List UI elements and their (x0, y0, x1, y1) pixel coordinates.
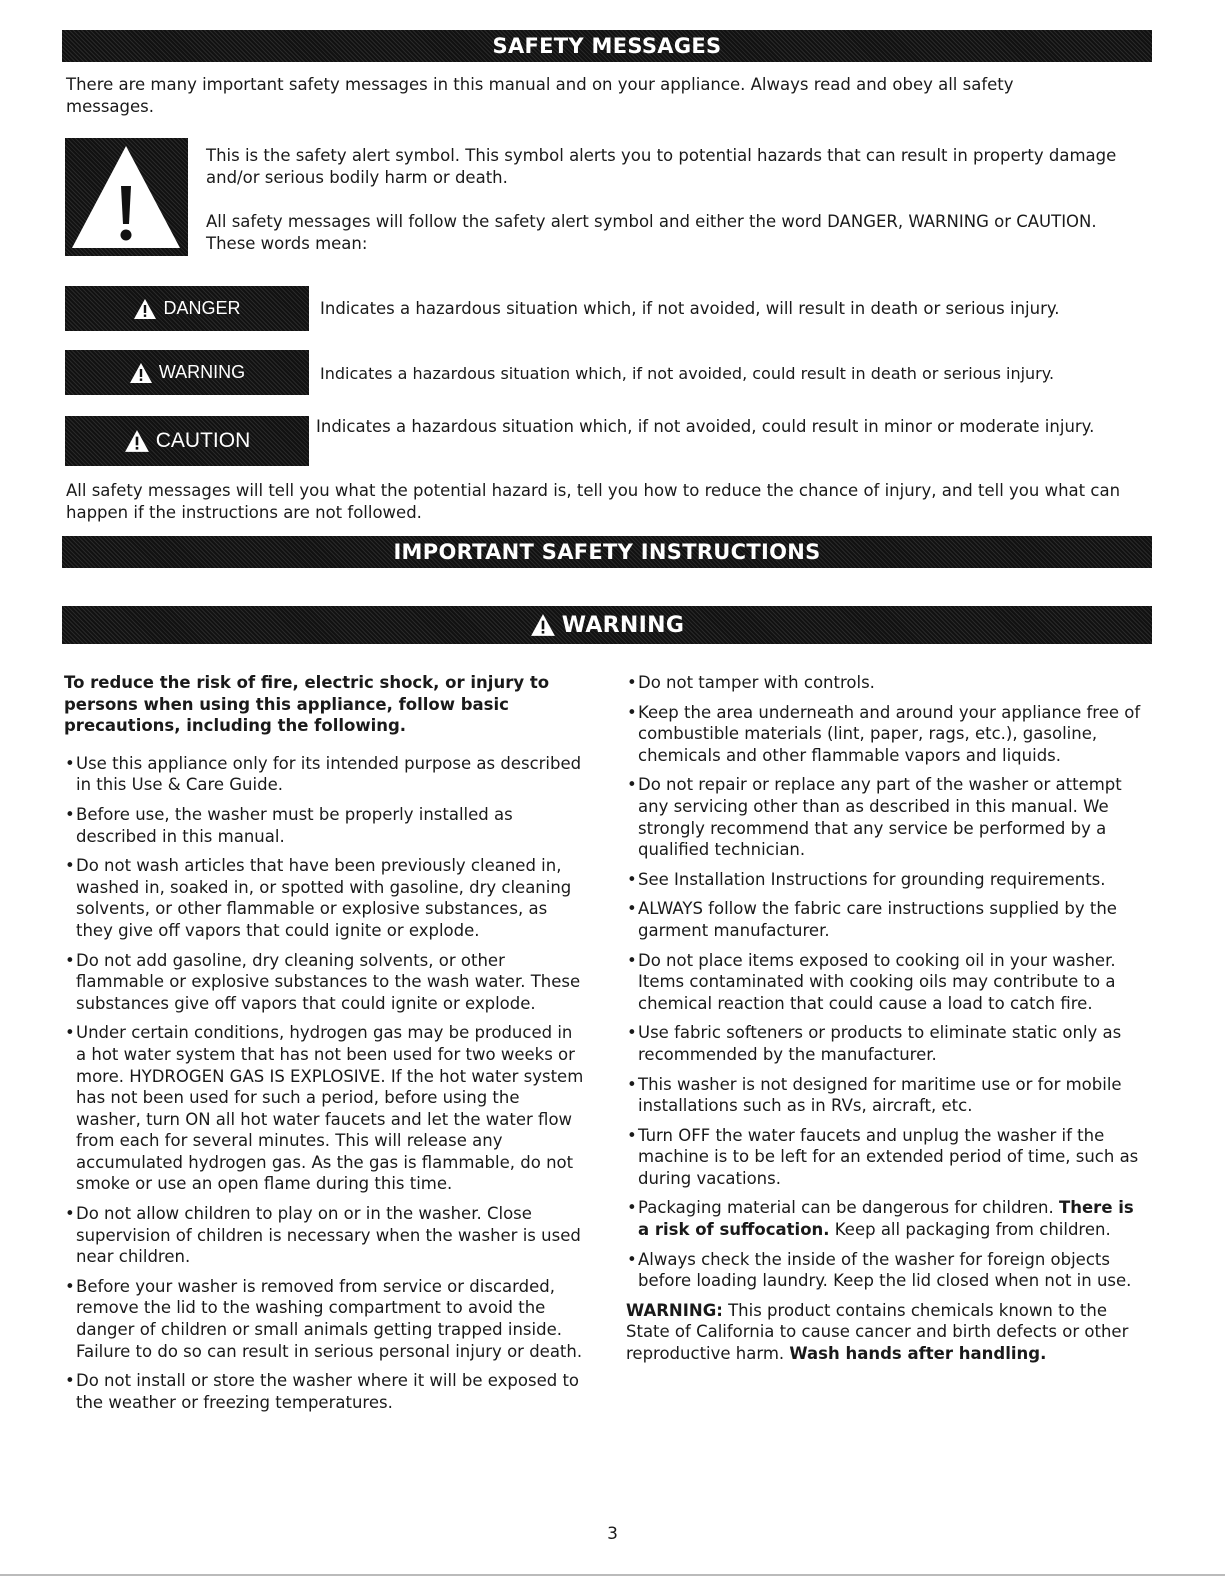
instructions-title: IMPORTANT SAFETY INSTRUCTIONS (393, 540, 821, 564)
wash-hands-notice: Wash hands after handling. (789, 1344, 1047, 1364)
suffocation-warning: There is a risk of suffocation. (638, 1198, 1134, 1240)
list-item: • Use fabric softeners or products to eliminate static only as recommended by the manufacturer. (626, 1022, 1146, 1065)
warning-definition: Indicates a hazardous situation which, if not avoided, could result in death or serious injury. (320, 364, 1055, 383)
list-item: • Keep the area underneath and around your appliance free of combustible materials (lint, paper, rags, etc.), gasoline, chemicals and other flammable vapors and liquids. (626, 702, 1146, 767)
alert-symbol-text-1: This is the safety alert symbol. This symbol alerts you to potential hazards that can result in property damage and/or serious bodily harm or death. (206, 146, 1117, 187)
danger-definition: Indicates a hazardous situation which, if not avoided, will result in death or serious injury. (320, 299, 1060, 318)
caution-label (65, 416, 309, 466)
warning-label (65, 350, 309, 395)
prop65-label: WARNING: (626, 1300, 723, 1320)
alert-triangle-icon (124, 429, 150, 453)
list-item: • Do not install or store the washer where it will be exposed to the weather or freezing temperatures. (64, 1370, 584, 1413)
safety-alert-triangle-icon (65, 138, 188, 256)
alert-triangle-icon (530, 613, 556, 637)
page-number: 3 (607, 1524, 618, 1544)
list-item: • Before use, the washer must be properly installed as described in this manual. (64, 804, 584, 847)
list-item: • Use this appliance only for its intended purpose as described in this Use & Care Guide. (64, 753, 584, 796)
list-item-packaging (626, 1197, 1146, 1240)
list-item: • Do not repair or replace any part of the washer or attempt any servicing other than as described in this manual. We strongly recommend that any service be performed by a qualified technician. (626, 774, 1146, 860)
list-item: • Under certain conditions, hydrogen gas may be produced in a hot water system that has not been used for two weeks or more. HYDROGEN GAS IS EXPLOSIVE. If the hot water system has not been used for such a period, before using the washer, turn ON all hot water faucets and let the water flow from each for several minutes. This will release any accumulated hydrogen gas. As the gas is flammable, do not smoke or use an open flame during this time. (64, 1022, 584, 1195)
list-item: • Always check the inside of the washer for foreign objects before loading laundry. Keep the lid closed when not in use. (626, 1249, 1146, 1292)
safety-messages-banner (62, 30, 1152, 62)
important-safety-instructions-banner (62, 536, 1152, 568)
list-item: • Do not wash articles that have been previously cleaned in, washed in, soaked in, or spotted with gasoline, dry cleaning solvents, or other flammable or explosive substances, as they give off vapors that could ignite or explode. (64, 855, 584, 941)
list-item: • Turn OFF the water faucets and unplug the washer if the machine is to be left for an extended period of time, such as during vacations. (626, 1125, 1146, 1190)
warning-word: WARNING (158, 362, 246, 382)
alert-symbol-text-2: All safety messages will follow the safety alert symbol and either the word DANGER, WARNING or CAUTION. These words mean: (206, 212, 1097, 253)
warning-title: WARNING (561, 612, 685, 638)
prop65-text: This product contains chemicals known to the State of California to cause cancer and birth defects or other reproductive harm. (626, 1300, 1129, 1364)
caution-word: CAUTION (155, 429, 251, 452)
intro-text: There are many important safety messages in this manual and on your appliance. Always read and obey all safety messages. (66, 75, 1014, 116)
footer-divider (0, 1574, 1225, 1576)
list-item: • Do not place items exposed to cooking oil in your washer. Items contaminated with cooking oils may contribute to a chemical reaction that could cause a load to catch fire. (626, 950, 1146, 1015)
list-item: • Do not allow children to play on or in the washer. Close supervision of children is necessary when the washer is used near children. (64, 1203, 584, 1268)
banner-title: SAFETY MESSAGES (492, 34, 722, 58)
lead-instruction: To reduce the risk of fire, electric shock, or injury to persons when using this appliance, follow basic precautions, including the following. (64, 673, 550, 736)
list-item: • This washer is not designed for maritime use or for mobile installations such as in RVs, aircraft, etc. (626, 1074, 1146, 1117)
list-item: • Do not tamper with controls. (626, 672, 1146, 694)
left-column (64, 672, 584, 1421)
alert-triangle-icon (133, 298, 157, 320)
summary-text: All safety messages will tell you what the potential hazard is, tell you how to reduce the chance of injury, and tell you what can happen if the instructions are not followed. (66, 481, 1121, 522)
packaging-text: Packaging material can be dangerous for children. (638, 1198, 1054, 1218)
list-item: • ALWAYS follow the fabric care instructions supplied by the garment manufacturer. (626, 898, 1146, 941)
prop65-warning (626, 1300, 1146, 1365)
list-item: • Do not add gasoline, dry cleaning solvents, or other flammable or explosive substances to the wash water. These substances give off vapors that could ignite or explode. (64, 950, 584, 1015)
danger-label (65, 286, 309, 331)
safety-alert-symbol (65, 138, 188, 256)
warning-banner (62, 606, 1152, 644)
caution-definition: Indicates a hazardous situation which, if not avoided, could result in minor or moderate injury. (316, 417, 1095, 436)
list-item: • See Installation Instructions for grounding requirements. (626, 869, 1146, 891)
list-item: • Before your washer is removed from service or discarded, remove the lid to the washing compartment to avoid the danger of children or small animals getting trapped inside. Failure to do so can result in serious personal injury or death. (64, 1276, 584, 1362)
right-column (626, 672, 1146, 1365)
alert-triangle-icon (129, 362, 153, 384)
packaging-end: Keep all packaging from children. (834, 1220, 1111, 1240)
danger-word: DANGER (163, 298, 241, 318)
